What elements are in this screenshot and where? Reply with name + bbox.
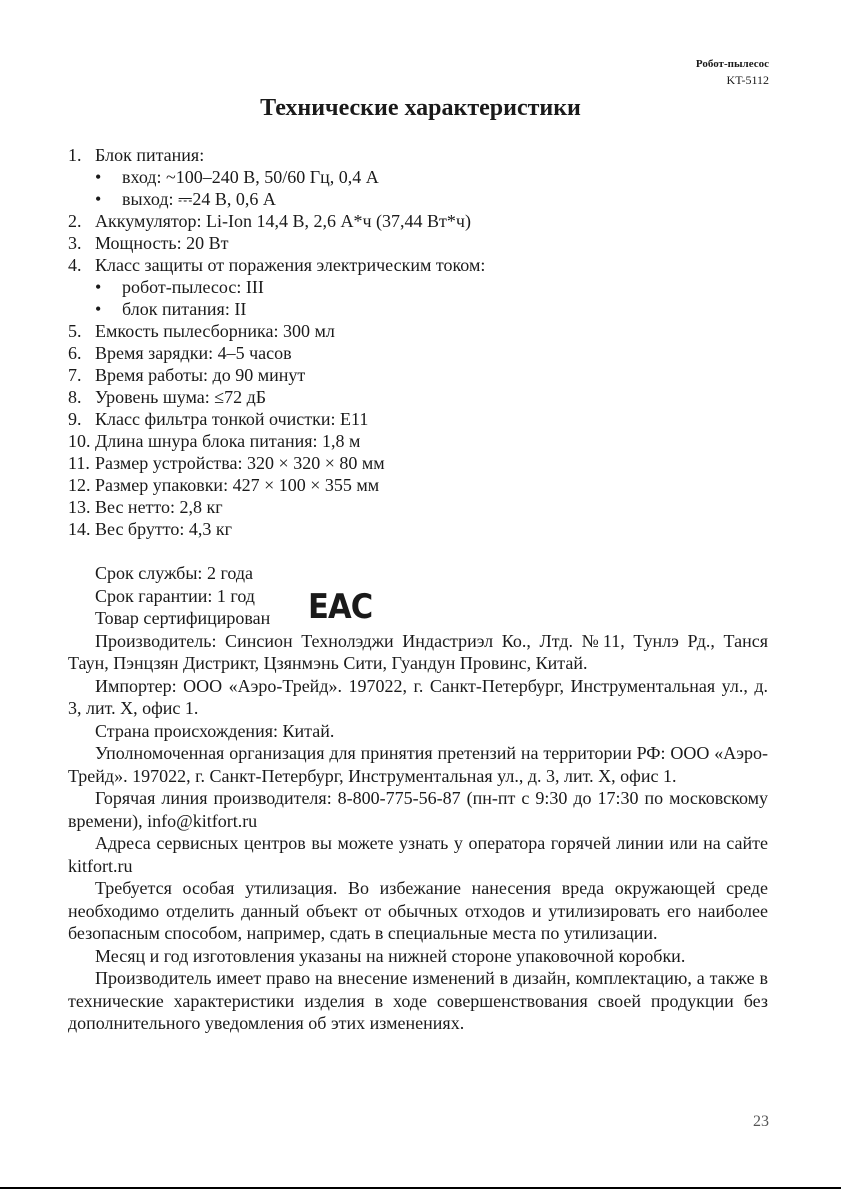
manufacturer-paragraph: Производитель: Синсион Технолэджи Индастриэл Ко., Лтд. №11, Тунлэ Рд., Танся Таун, Пэнцзян Дистрикт, Цзянмэнь Сити, Гуандун Провинс, Китай. [68, 630, 768, 673]
spec-item [68, 408, 778, 430]
spec-item [68, 430, 778, 452]
spec-number: 8. [68, 387, 82, 407]
spec-subitem [68, 166, 778, 188]
spec-subitem-text: вход: ~100–240 В, 50/60 Гц, 0,4 А [122, 167, 379, 187]
spec-number: 12. [68, 475, 91, 495]
spec-number: 6. [68, 343, 82, 363]
spec-number: 14. [68, 519, 91, 539]
spec-text: Время работы: до 90 минут [95, 365, 306, 385]
spec-item [68, 144, 778, 166]
spec-item [68, 320, 778, 342]
page-title: Технические характеристики [260, 95, 581, 121]
spec-item [68, 364, 778, 386]
spec-number: 3. [68, 233, 82, 253]
spec-text: Емкость пылесборника: 300 мл [95, 321, 335, 341]
spec-number: 11. [68, 453, 90, 473]
spec-number: 5. [68, 321, 82, 341]
bullet-icon: • [95, 189, 102, 209]
spec-text: Аккумулятор: Li-Ion 14,4 В, 2,6 А*ч (37,44 Вт*ч) [95, 211, 471, 231]
spec-item [68, 518, 778, 540]
warranty-period: Срок гарантии: 1 год [95, 585, 255, 606]
spec-text: Размер упаковки: 427 × 100 × 355 мм [95, 475, 380, 495]
eac-logo-icon: EAC [308, 587, 373, 627]
bottom-divider [0, 1187, 841, 1189]
spec-list [68, 144, 778, 540]
header-product-name: Робот-пылесос [695, 58, 769, 70]
spec-subitem-text: робот-пылесос: III [122, 277, 264, 297]
service-centers-paragraph: Адреса сервисных центров вы можете узнать у оператора горячей линии или на сайте kitfort.ru [68, 833, 768, 876]
spec-subitem [68, 276, 778, 298]
running-header [696, 56, 769, 88]
spec-item [68, 210, 778, 232]
spec-text: Блок питания: [95, 145, 205, 165]
spec-number: 13. [68, 497, 91, 517]
changes-paragraph: Производитель имеет право на внесение изменений в дизайн, комплектацию, а также в технические характеристики изделия в ходе совершенствования своей продукции без дополнительного уведомления об этих изменениях. [68, 968, 768, 1033]
spec-number: 4. [68, 255, 82, 275]
notes-section [68, 562, 768, 1035]
spec-text: Вес брутто: 4,3 кг [95, 519, 232, 539]
spec-text: Класс защиты от поражения электрическим током: [95, 255, 486, 275]
bullet-icon: • [95, 277, 102, 297]
spec-text: Вес нетто: 2,8 кг [95, 497, 223, 517]
certified-text: Товар сертифицирован [95, 608, 271, 628]
spec-number: 10. [68, 431, 91, 451]
spec-item [68, 342, 778, 364]
spec-item [68, 232, 778, 254]
page-number: 23 [753, 1113, 769, 1130]
spec-item [68, 386, 778, 408]
bullet-icon: • [95, 299, 102, 319]
bullet-icon: • [95, 167, 102, 187]
spec-text: Размер устройства: 320 × 320 × 80 мм [95, 453, 385, 473]
production-date-paragraph: Месяц и год изготовления указаны на нижней стороне упаковочной коробки. [95, 945, 686, 966]
spec-subitem-text: блок питания: II [122, 299, 247, 319]
hotline-paragraph: Горячая линия производителя: 8-800-775-56-87 (пн-пт с 9:30 до 17:30 по московскому времени), info@kitfort.ru [68, 788, 768, 831]
spec-number: 9. [68, 409, 82, 429]
spec-text: Мощность: 20 Вт [95, 233, 229, 253]
spec-item [68, 474, 778, 496]
importer-paragraph: Импортер: ООО «Аэро-Трейд». 197022, г. Санкт-Петербург, Инструментальная ул., д. 3, лит. Х, офис 1. [68, 675, 768, 718]
spec-subitem-text: выход: ⎓24 В, 0,6 А [122, 189, 276, 209]
spec-item [68, 496, 778, 518]
spec-text: Класс фильтра тонкой очистки: E11 [95, 409, 369, 429]
spec-number: 7. [68, 365, 82, 385]
disposal-paragraph: Требуется особая утилизация. Во избежание нанесения вреда окружающей среде необходимо отделить данный объект от обычных отходов и утилизировать его наиболее безопасным способом, например, сдать в специальные места по утилизации. [68, 878, 768, 943]
spec-item [68, 452, 778, 474]
header-model: KT-5112 [726, 73, 769, 87]
spec-subitem [68, 298, 778, 320]
spec-number: 2. [68, 211, 82, 231]
origin-paragraph: Страна происхождения: Китай. [95, 720, 335, 741]
spec-text: Длина шнура блока питания: 1,8 м [95, 431, 361, 451]
service-life: Срок службы: 2 года [95, 563, 254, 583]
spec-item [68, 254, 778, 276]
authorized-org-paragraph: Уполномоченная организация для принятия претензий на территории РФ: ООО «Аэро-Трейд». 197022, г. Санкт-Петербург, Инструментальная ул., д. 3, лит. Х, офис 1. [68, 743, 768, 786]
spec-subitem [68, 188, 778, 210]
spec-number: 1. [68, 145, 82, 165]
spec-text: Уровень шума: ≤72 дБ [95, 387, 267, 407]
spec-text: Время зарядки: 4–5 часов [95, 343, 292, 363]
